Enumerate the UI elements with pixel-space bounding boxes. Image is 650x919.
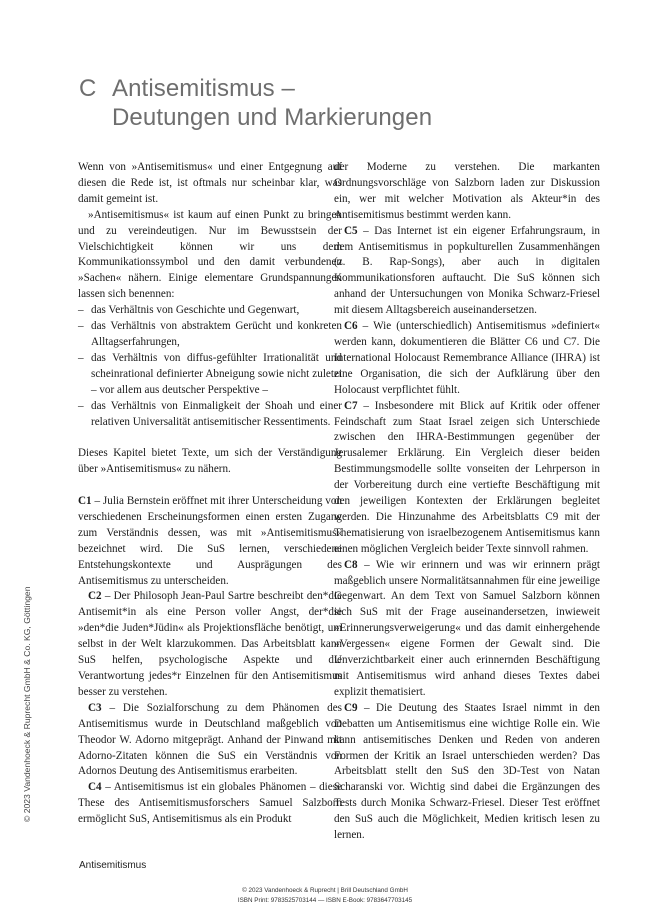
section-label: C9 [344, 701, 358, 714]
section-label: C7 [344, 399, 358, 412]
section-label: C8 [344, 558, 358, 571]
section-c9-paragraph [334, 701, 600, 844]
section-text: – Der Philosoph Jean-Paul Sartre beschreibt den*die Antisemit*in als eine Person voller Angst, der*die »den*die Juden*Jüdin« als Projektionsfläche benötigt, um selbst in der Welt klarzukommen. Das Arbeitsblatt kann SuS helfen, psychologische Aspekte und die Verantwortung jedes*r Einzelnen für den Antisemitismus besser zu verstehen. [78, 590, 342, 698]
section-text: – Julia Bernstein eröffnet mit ihrer Unterscheidung von verschiedenen Erscheinungsformen einen ersten Zugang zum Verständnis dessen, was mit »Antisemitismus« bezeichnet wird. Die SuS lernen, verschiedene Entstehungskontexte und Ausprägungen des Antisemitismus zu unterscheiden. [78, 495, 342, 587]
list-item: – das Verhältnis von Einmaligkeit der Shoah und einer relativen Universalität antisemitischer Ressentiments. [78, 399, 342, 431]
intro-paragraph: Wenn von »Antisemitismus« und einer Entgegnung auf diesen die Rede ist, ist oftmals nur scheinbar klar, was damit gemeint ist. [78, 161, 342, 205]
isbn-line: ISBN Print: 9783525703144 — ISBN E-Book: 9783647703145 [237, 896, 413, 904]
section-c3-paragraph [78, 701, 342, 781]
continued-paragraph: der Moderne zu verstehen. Die markanten Ordnungsvorschläge von Salzborn laden zur Diskussion ein, wer mit welcher Motivation als Akteur*in des Antisemitismus bestimmt werden kann. [334, 161, 600, 221]
section-text: – Insbesondere mit Blick auf Kritik oder offener Feindschaft zum Staat Israel zeigen sich Unterschiede zwischen den IHRA-Bestimmungen gegenüber der Jerusalemer Erklärung. Ein Vergleich dieser beiden Bestimmungsmodelle sollte vonseiten der Lehrperson in der Vorbereitung durch eine vertiefte Beschäftigung mit den jeweiligen Kontexten der Erklärungen begleitet werden. Die Hinzunahme des Arbeitsblatts C9 mit der Thematisierung von israelbezogenem Antisemitismus kann einen möglichen Vergleich beider Texte sinnvoll rahmen. [334, 399, 600, 555]
tensions-list [78, 303, 342, 430]
right-text-column [334, 160, 600, 844]
list-item: – das Verhältnis von Geschichte und Gegenwart, [78, 303, 342, 319]
list-item: – das Verhältnis von abstraktem Gerücht und konkreten Alltagserfahrungen, [78, 319, 342, 351]
chapter-purpose-paragraph: Dieses Kapitel bietet Texte, um sich der Verständigung über »Antisemitismus« zu nähern. [78, 447, 342, 476]
section-text: – Das Internet ist ein eigener Erfahrungsraum, in dem Antisemitismus in popkulturellen Zusammenhängen (z. B. Rap-Songs), aber auch in digitalen Kommunikationsforen auftaucht. Die SuS können sich anhand der Untersuchungen von Monika Schwarz-Friesel mit diesem Alltagsbereich auseinandersetzen. [334, 224, 600, 317]
side-copyright-notice: © 2023 Vandenhoeck & Ruprecht GmbH & Co. KG, Göttingen [22, 586, 32, 822]
section-label: C3 [88, 701, 102, 714]
section-c4-paragraph [78, 780, 342, 828]
section-label: C5 [344, 224, 358, 237]
section-c6-paragraph [334, 319, 600, 399]
section-label: C1 [78, 495, 92, 507]
section-text: – Die Sozialforschung zu dem Phänomen des Antisemitismus wurde in Deutschland maßgeblich von Theodor W. Adorno mitgeprägt. Anhand der Pinwand mit Adorno-Zitaten können die SuS ein Verständnis von Adornos Deutung des Antisemitismus erarbeiten. [78, 701, 342, 778]
section-label: C6 [344, 320, 358, 333]
chapter-letter: C [79, 75, 97, 102]
section-text: – Wie (unterschiedlich) Antisemitismus »definiert« werden kann, dokumentieren die Blätter C6 und C7. Die International Holocaust Remembrance Alliance (IHRA) ist eine Organisation, die sich der Aufklärung über den Holocaust verpflichtet fühlt. [334, 320, 600, 396]
footer-section-label: Antisemitismus [79, 860, 147, 871]
section-label: C4 [88, 781, 102, 794]
chapter-title-line-2: Deutungen und Markierungen [112, 104, 433, 131]
left-text-column [78, 160, 342, 828]
section-text: – Antisemitismus ist ein globales Phänomen – diese These des Antisemitismusforschers Samuel Salzborn ermöglicht SuS, Antisemitismus als ein Produkt [78, 781, 342, 826]
publisher-footer [0, 886, 650, 905]
tensions-paragraph: »Antisemitismus« ist kaum auf einen Punkt zu bringen und zu vereindeutigen. Nur im Bewusstsein der Vielschichtigkeit können wir uns dem Kommunikationssymbol und den damit verbundenen »Sachen« nähern. Einige elementare Grundspannungen lassen sich benennen: [78, 208, 342, 301]
list-item: – das Verhältnis von diffus-gefühlter Irrationalität und scheinrational definierter Abneigung sowie nicht zuletzt – vor allem aus deutscher Perspektive – [78, 351, 342, 399]
section-c2-paragraph [78, 589, 342, 700]
section-c7-paragraph [334, 399, 600, 558]
section-c8-paragraph [334, 558, 600, 701]
section-text: – Wie wir erinnern und was wir erinnern prägt maßgeblich unsere Normalitätsannahmen für eine jeweilige Gegenwart. An dem Text von Samuel Salzborn können sich SuS mit der Frage auseinandersetzen, inwieweit »Erinnerungsverweigerung« und das damit einhergehende »Vergessen« eigene Formen der Gewalt sind. Die Unverzichtbarkeit einer auch erinnernden Beschäftigung mit Antisemitismus wird anhand dieses Textes dabei explizit thematisiert. [334, 558, 600, 698]
section-text: – Die Deutung des Staates Israel nimmt in den Debatten um Antisemitismus eine wichtige Rolle ein. Wie kann antisemitisches Denken und Reden von anderen Formen der Kritik an Israel unterschieden werden? Das Arbeitsblatt stellt den SuS den 3D-Test von Natan Scharanski vor. Wichtig sind dabei die Ergänzungen des Tests durch Monika Schwarz-Friesel. Dieser Test eröffnet den SuS auch die Möglichkeit, Medien kritisch lesen zu lernen. [334, 701, 600, 842]
chapter-title-line-1: Antisemitismus – [112, 75, 295, 102]
section-c5-paragraph [334, 224, 600, 319]
publisher-line: © 2023 Vandenhoeck & Ruprecht | Brill Deutschland GmbH [242, 887, 408, 894]
section-label: C2 [88, 590, 102, 603]
section-c1-paragraph [78, 494, 342, 589]
